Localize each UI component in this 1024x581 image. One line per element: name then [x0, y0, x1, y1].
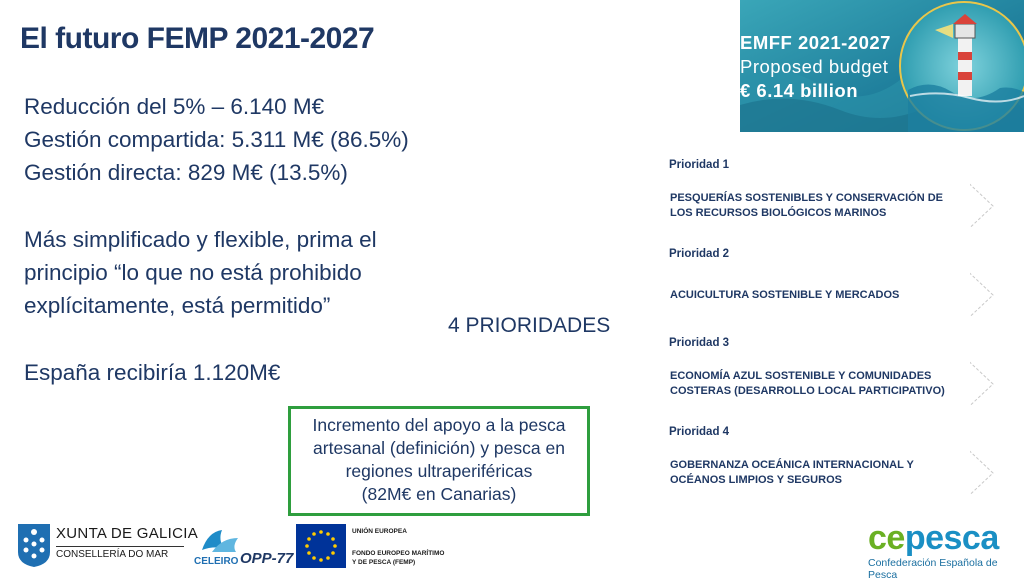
xunta-shield-icon — [16, 522, 52, 568]
banner-line-1: EMFF 2021-2027 — [740, 32, 891, 53]
paragraph-line-1: Más simplificado y flexible, prima el — [24, 227, 377, 252]
cepesca-logo — [868, 518, 999, 558]
priority-2-label: Prioridad 2 — [669, 248, 730, 260]
box-line-2: artesanal (definición) y pesca en — [313, 438, 565, 458]
opp-label: OPP-77 — [240, 550, 294, 567]
priority-1-text-line-1: PESQUERÍAS SOSTENIBLES Y CONSERVACIÓN DE — [670, 192, 944, 204]
shared-management-text: Gestión compartida: 5.311 M€ (86.5%) — [24, 127, 409, 152]
paragraph-line-2: principio “lo que no está prohibido — [24, 260, 362, 285]
banner-line-3: € 6.14 billion — [740, 80, 859, 101]
priority-1-box — [664, 182, 970, 230]
cepesca-logo-pesca: pesca — [904, 519, 999, 557]
cepesca-logo-ce: ce — [868, 519, 905, 557]
box-line-1: Incremento del apoyo a la pesca — [312, 415, 566, 435]
priority-3-text-line-2: COSTERAS (DESARROLLO LOCAL PARTICIPATIVO) — [670, 385, 945, 397]
priority-3-text-line-1: ECONOMÍA AZUL SOSTENIBLE Y COMUNIDADES — [670, 370, 932, 382]
xunta-divider — [56, 546, 184, 547]
priority-1-text-line-2: LOS RECURSOS BIOLÓGICOS MARINOS — [670, 207, 887, 219]
priority-3-box — [664, 360, 970, 408]
celeiro-fish-icon — [198, 528, 242, 554]
prioridades-heading: 4 PRIORIDADES — [448, 314, 611, 337]
direct-management-text: Gestión directa: 829 M€ (13.5%) — [24, 160, 348, 185]
budget-reduction-text: Reducción del 5% – 6.140 M€ — [24, 94, 325, 119]
xunta-subtitle: CONSELLERÍA DO MAR — [56, 549, 169, 560]
artisanal-fishing-box — [288, 406, 590, 516]
priority-4-box — [664, 449, 970, 497]
priority-3-label: Prioridad 3 — [669, 337, 730, 349]
spain-budget-text: España recibiría 1.120M€ — [24, 360, 281, 385]
priority-2-box — [664, 271, 970, 319]
eu-flag-icon — [296, 524, 346, 568]
cepesca-subtitle: Confederación Española de Pesca — [868, 557, 998, 581]
celeiro-label: CELEIRO — [194, 556, 239, 567]
banner-line-2: Proposed budget — [740, 56, 889, 77]
box-line-4: (82M€ en Canarias) — [361, 484, 517, 504]
priority-1-label: Prioridad 1 — [669, 159, 730, 171]
priority-4-label: Prioridad 4 — [669, 426, 730, 438]
priority-4-text-line-2: OCÉANOS LIMPIOS Y SEGUROS — [670, 474, 842, 486]
paragraph-line-3: explícitamente, está permitido” — [24, 293, 331, 318]
femp-line-1: FONDO EUROPEO MARÍTIMO — [352, 550, 445, 557]
femp-line-2: Y DE PESCA (FEMP) — [352, 559, 416, 566]
page-title: El futuro FEMP 2021-2027 — [20, 22, 375, 55]
box-line-3: regiones ultraperiféricas — [345, 461, 533, 481]
xunta-name: XUNTA DE GALICIA — [56, 525, 199, 542]
priority-2-text-line-1: ACUICULTURA SOSTENIBLE Y MERCADOS — [670, 288, 900, 301]
eu-title: UNIÓN EUROPEA — [352, 528, 407, 535]
priority-4-text-line-1: GOBERNANZA OCEÁNICA INTERNACIONAL Y — [670, 459, 914, 471]
